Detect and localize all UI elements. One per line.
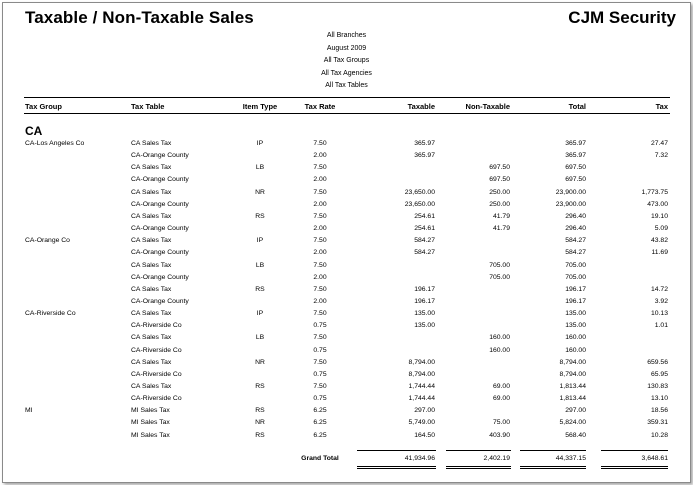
tax-cell: 130.83 [647,383,668,390]
total-cell: 135.00 [565,310,586,317]
non-taxable-cell: 41.79 [492,225,510,232]
tax-rate-cell: 7.50 [313,237,327,244]
total-cell: 1,813.44 [559,395,586,402]
tax-group-cell: CA-Los Angeles Co [25,140,85,147]
filter-tax-groups: All Tax Groups [323,57,370,64]
taxable-cell: 584.27 [414,249,435,256]
taxable-cell: 164.50 [414,432,435,439]
tax-rate-cell: 0.75 [313,371,327,378]
grand-total-tax: 3,648.61 [641,455,668,462]
tax-rate-cell: 2.00 [313,152,327,159]
item-type-cell: IP [256,140,264,147]
tax-table-cell: CA-Orange County [131,298,189,305]
item-type-cell: NR [255,189,265,196]
tax-table-cell: CA Sales Tax [131,334,172,341]
tax-cell: 27.47 [650,140,668,147]
tax-cell: 1.01 [654,322,668,329]
taxable-cell: 584.27 [414,237,435,244]
item-type-cell: IP [256,237,264,244]
grand-total-tax-double-rule [601,466,668,469]
non-taxable-cell: 69.00 [492,395,510,402]
item-type-cell: RS [255,383,265,390]
tax-rate-cell: 0.75 [313,347,327,354]
tax-group-cell: CA-Riverside Co [25,310,76,317]
grand-total-taxable-double-rule [357,466,436,469]
report-filters [0,30,693,93]
taxable-cell: 135.00 [414,310,435,317]
tax-rate-cell: 0.75 [313,322,327,329]
column-header-tax-rate: Tax Rate [304,102,336,111]
tax-rate-cell: 7.50 [313,140,327,147]
tax-rate-cell: 2.00 [313,201,327,208]
column-header-tax-table: Tax Table [131,102,165,111]
tax-table-cell: CA Sales Tax [131,383,172,390]
tax-cell: 10.13 [650,310,668,317]
tax-table-cell: CA Sales Tax [131,189,172,196]
total-cell: 8,794.00 [559,359,586,366]
grand-total-non-taxable: 2,402.19 [483,455,510,462]
total-cell: 365.97 [565,152,586,159]
tax-table-cell: MI Sales Tax [131,432,170,439]
filter-tax-tables: All Tax Tables [325,82,368,89]
tax-table-cell: CA Sales Tax [131,286,172,293]
total-cell: 584.27 [565,249,586,256]
taxable-cell: 365.97 [414,152,435,159]
non-taxable-cell: 250.00 [489,201,510,208]
taxable-cell: 1,744.44 [408,395,435,402]
tax-rate-cell: 0.75 [313,395,327,402]
total-cell: 196.17 [565,298,586,305]
taxable-cell: 1,744.44 [408,383,435,390]
tax-rate-cell: 7.50 [313,189,327,196]
item-type-cell: NR [255,419,265,426]
total-cell: 1,813.44 [559,383,586,390]
taxable-cell: 196.17 [414,298,435,305]
company-name: CJM Security [568,8,676,27]
column-header-total: Total [568,102,586,111]
tax-table-cell: CA Sales Tax [131,213,172,220]
item-type-cell: RS [255,286,265,293]
taxable-cell: 23,650.00 [404,189,435,196]
tax-rate-cell: 2.00 [313,176,327,183]
total-cell: 160.00 [565,347,586,354]
tax-cell: 65.95 [650,371,668,378]
tax-rate-cell: 6.25 [313,432,327,439]
tax-cell: 13.10 [650,395,668,402]
item-type-cell: LB [255,262,265,269]
item-type-cell: IP [256,310,264,317]
column-header-item-type: Item Type [242,102,278,111]
tax-table-cell: CA-Riverside Co [131,347,182,354]
tax-table-cell: CA-Orange County [131,176,189,183]
tax-cell: 11.69 [651,249,668,256]
tax-rate-cell: 7.50 [313,383,327,390]
tax-rate-cell: 7.50 [313,213,327,220]
total-cell: 568.40 [565,432,586,439]
grand-total-non-taxable-double-rule [446,466,511,469]
tax-table-cell: CA-Orange County [131,201,189,208]
taxable-cell: 8,794.00 [408,359,435,366]
tax-cell: 19.10 [650,213,668,220]
item-type-cell: NR [255,359,265,366]
grand-total-label: Grand Total [301,455,339,462]
column-header-taxable: Taxable [407,102,435,111]
tax-table-cell: CA Sales Tax [131,359,172,366]
non-taxable-cell: 160.00 [489,347,510,354]
item-type-cell: LB [255,164,265,171]
total-cell: 584.27 [565,237,586,244]
tax-table-cell: MI Sales Tax [131,419,170,426]
tax-table-cell: CA Sales Tax [131,310,172,317]
taxable-cell: 254.61 [414,225,435,232]
tax-table-cell: CA-Orange County [131,274,189,281]
total-cell: 705.00 [565,274,586,281]
tax-table-cell: CA Sales Tax [131,237,172,244]
taxable-cell: 135.00 [414,322,435,329]
grand-total-total-double-rule [520,466,586,469]
non-taxable-cell: 403.90 [489,432,510,439]
tax-group-cell: CA-Orange Co [25,237,70,244]
non-taxable-cell: 697.50 [489,164,510,171]
non-taxable-cell: 705.00 [489,262,510,269]
taxable-cell: 8,794.00 [408,371,435,378]
column-header-tax: Tax [655,102,668,111]
non-taxable-cell: 705.00 [489,274,510,281]
total-cell: 297.00 [565,407,586,414]
item-type-cell: RS [255,407,265,414]
total-cell: 296.40 [565,213,586,220]
tax-cell: 1,773.75 [641,189,668,196]
tax-rate-cell: 2.00 [313,249,327,256]
total-cell: 23,900.00 [555,201,586,208]
tax-rate-cell: 2.00 [313,298,327,305]
filter-period: August 2009 [326,44,367,52]
tax-rate-cell: 7.50 [313,286,327,293]
grand-total-taxable-rule [357,450,436,451]
tax-rate-cell: 7.50 [313,164,327,171]
item-type-cell: LB [255,334,265,341]
tax-cell: 3.92 [654,298,668,305]
total-cell: 135.00 [565,322,586,329]
total-cell: 697.50 [565,176,586,183]
tax-cell: 473.00 [647,201,668,208]
tax-table-cell: CA-Riverside Co [131,395,182,402]
total-cell: 196.17 [565,286,586,293]
total-cell: 5,824.00 [559,419,586,426]
non-taxable-cell: 250.00 [489,189,510,196]
tax-table-cell: CA Sales Tax [131,140,172,147]
tax-table-cell: CA-Riverside Co [131,371,182,378]
state-group-heading: CA [25,124,43,138]
item-type-cell: RS [255,432,265,439]
tax-rate-cell: 7.50 [313,310,327,317]
non-taxable-cell: 69.00 [492,383,510,390]
tax-group-cell: MI [25,407,33,414]
tax-cell: 7.32 [654,152,668,159]
total-cell: 23,900.00 [555,189,586,196]
taxable-cell: 23,650.00 [404,201,435,208]
grand-total-taxable: 41,934.96 [404,455,435,462]
tax-rate-cell: 7.50 [313,262,327,269]
tax-cell: 18.56 [650,407,668,414]
tax-rate-cell: 7.50 [313,359,327,366]
total-cell: 705.00 [565,262,586,269]
taxable-cell: 254.61 [414,213,435,220]
item-type-cell: RS [255,213,265,220]
grand-total-total: 44,337.15 [555,455,586,462]
total-cell: 296.40 [565,225,586,232]
filter-tax-agencies: All Tax Agencies [321,69,372,77]
non-taxable-cell: 41.79 [492,213,510,220]
tax-table-cell: CA Sales Tax [131,262,172,269]
tax-table-cell: MI Sales Tax [131,407,170,414]
tax-cell: 659.56 [647,359,668,366]
column-header-non-taxable: Non-Taxable [465,102,510,111]
tax-rate-cell: 6.25 [313,419,327,426]
taxable-cell: 5,749.00 [408,419,435,426]
non-taxable-cell: 75.00 [492,419,510,426]
total-cell: 697.50 [565,164,586,171]
tax-table-cell: CA-Orange County [131,225,189,232]
total-cell: 365.97 [565,140,586,147]
non-taxable-cell: 697.50 [489,176,510,183]
tax-cell: 5.09 [654,225,668,232]
tax-rate-cell: 7.50 [313,334,327,341]
grand-total-non-taxable-rule [446,450,511,451]
tax-table-cell: CA-Orange County [131,152,189,159]
taxable-cell: 297.00 [414,407,435,414]
tax-rate-cell: 6.25 [313,407,327,414]
report-title: Taxable / Non-Taxable Sales [25,8,254,27]
total-cell: 8,794.00 [559,371,586,378]
taxable-cell: 196.17 [414,286,435,293]
tax-table-cell: CA-Orange County [131,249,189,256]
header-bottom-rule [24,113,670,114]
non-taxable-cell: 160.00 [489,334,510,341]
tax-cell: 43.82 [650,237,668,244]
tax-cell: 14.72 [650,286,668,293]
grand-total-total-rule [520,450,586,451]
tax-cell: 359.31 [647,419,668,426]
header-top-rule [24,97,670,98]
column-header-tax-group: Tax Group [25,102,62,111]
tax-cell: 10.28 [650,432,668,439]
tax-table-cell: CA Sales Tax [131,164,172,171]
grand-total-tax-rule [601,450,668,451]
tax-table-cell: CA-Riverside Co [131,322,182,329]
tax-rate-cell: 2.00 [313,274,327,281]
taxable-cell: 365.97 [414,140,435,147]
tax-rate-cell: 2.00 [313,225,327,232]
total-cell: 160.00 [565,334,586,341]
filter-branches: All Branches [326,32,367,39]
